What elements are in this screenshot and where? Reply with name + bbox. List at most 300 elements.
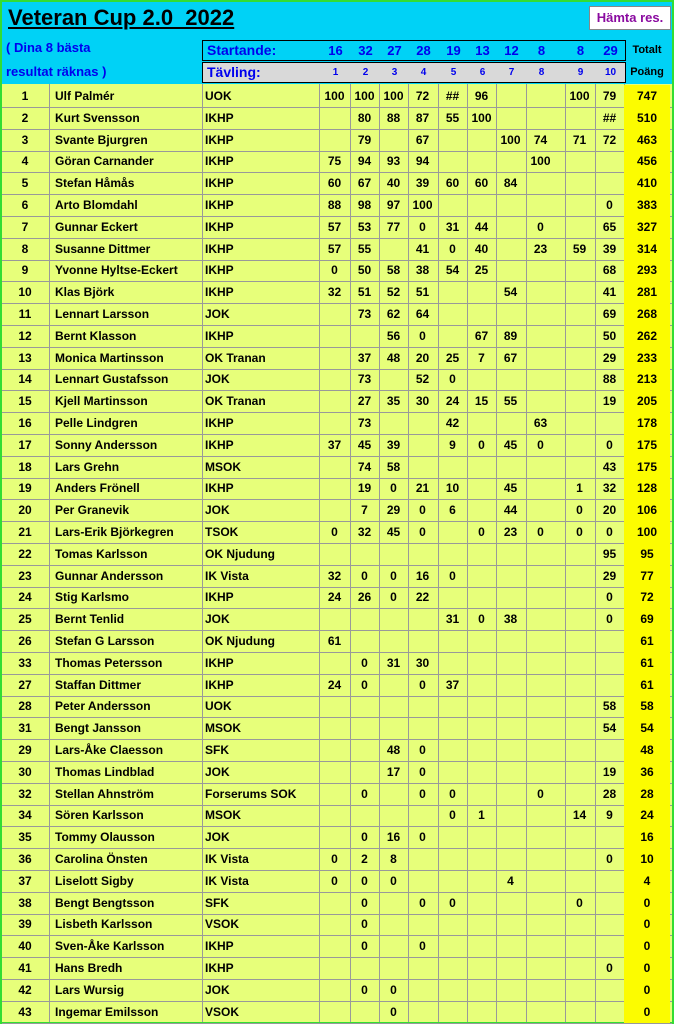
score-cell <box>320 761 349 783</box>
club-cell: MSOK <box>205 459 241 474</box>
club-cell: JOK <box>205 612 230 627</box>
score-cell <box>467 695 496 717</box>
score-cell <box>467 892 496 914</box>
score-cell: 68 <box>602 263 617 278</box>
total-points-cell: 69 <box>624 608 670 630</box>
score-cell: 53 <box>357 219 372 234</box>
runner-name-cell: Liselott Sigby <box>55 873 134 888</box>
startande-count: 29 <box>603 43 618 58</box>
score-cell <box>526 194 555 216</box>
total-points-cell: 175 <box>624 434 670 456</box>
score-cell: 58 <box>386 459 401 474</box>
score-cell: 75 <box>327 154 342 169</box>
table-row <box>2 477 672 500</box>
table-row <box>2 848 672 871</box>
score-cell <box>565 1001 594 1023</box>
score-cell: 38 <box>415 263 430 278</box>
score-cell: 0 <box>606 852 613 866</box>
score-cell <box>438 303 467 325</box>
score-cell <box>496 303 525 325</box>
total-points-cell: 48 <box>624 739 670 761</box>
score-cell: 67 <box>503 350 518 365</box>
score-cell <box>467 303 496 325</box>
startande-count: 12 <box>504 43 519 58</box>
score-cell <box>565 150 594 172</box>
score-cell <box>320 695 349 717</box>
score-cell <box>496 804 525 826</box>
table-row <box>2 216 672 239</box>
club-cell: IKHP <box>205 132 234 147</box>
score-cell: 98 <box>357 198 372 212</box>
score-cell <box>379 238 408 260</box>
score-cell: 88 <box>327 198 342 212</box>
total-points-cell: 28 <box>624 783 670 805</box>
rank-cell: 1 <box>21 89 29 103</box>
score-cell <box>496 957 525 979</box>
total-points-cell: 77 <box>624 565 670 587</box>
club-cell: JOK <box>205 503 230 518</box>
score-cell <box>467 586 496 608</box>
score-cell: 0 <box>361 917 368 932</box>
table-row <box>2 368 672 391</box>
total-points-cell: 327 <box>624 216 670 238</box>
runner-name-cell: Lars-Åke Claesson <box>55 743 164 757</box>
table-row <box>2 347 672 370</box>
score-cell: 20 <box>602 503 617 518</box>
score-cell <box>565 739 594 761</box>
startande-count: 32 <box>358 43 373 58</box>
tavling-number: 3 <box>391 67 398 78</box>
score-cell <box>438 739 467 761</box>
score-cell: 64 <box>415 307 430 321</box>
score-cell <box>595 1001 624 1023</box>
score-cell <box>467 674 496 696</box>
score-cell: 1 <box>576 481 583 496</box>
runner-name-cell: Kurt Svensson <box>55 110 140 125</box>
table-row <box>2 630 672 653</box>
score-cell <box>379 608 408 630</box>
total-points-cell: 4 <box>624 870 670 892</box>
table-row <box>2 783 672 806</box>
best-results-note-line1: ( Dina 8 bästa <box>6 40 91 55</box>
total-points-cell: 410 <box>624 172 670 194</box>
table-row <box>2 434 672 457</box>
score-cell: 0 <box>449 568 456 583</box>
score-cell <box>496 717 525 739</box>
runner-name-cell: Lennart Larsson <box>55 307 150 321</box>
score-cell <box>565 368 594 390</box>
score-cell: 23 <box>533 241 548 256</box>
club-cell: IK Vista <box>205 852 249 866</box>
runner-name-cell: Gunnar Andersson <box>55 568 164 583</box>
score-cell <box>379 717 408 739</box>
score-cell <box>350 761 379 783</box>
runner-name-cell: Anders Frönell <box>55 481 140 496</box>
score-cell <box>565 172 594 194</box>
score-cell <box>496 913 525 935</box>
rank-cell: 22 <box>18 546 32 561</box>
score-cell: 58 <box>386 263 401 278</box>
score-cell <box>526 456 555 478</box>
total-points-cell: 205 <box>624 390 670 412</box>
score-cell <box>496 761 525 783</box>
score-cell: 100 <box>324 89 345 103</box>
rank-cell: 33 <box>18 655 32 670</box>
rank-cell: 5 <box>21 176 29 191</box>
best-results-note-line2: resultat räknas ) <box>6 64 107 79</box>
score-cell <box>320 412 349 434</box>
score-cell <box>526 281 555 303</box>
score-cell <box>320 717 349 739</box>
rank-cell: 23 <box>18 568 32 583</box>
score-cell <box>408 695 437 717</box>
club-cell: IK Vista <box>205 873 249 888</box>
score-cell <box>467 477 496 499</box>
runner-name-cell: Arto Blomdahl <box>55 198 138 212</box>
total-points-cell: 213 <box>624 368 670 390</box>
score-cell: 41 <box>602 285 617 300</box>
table-row <box>2 935 672 958</box>
rank-cell: 21 <box>18 525 32 539</box>
score-cell: 0 <box>576 525 583 539</box>
score-cell <box>408 957 437 979</box>
score-cell: 40 <box>474 241 489 256</box>
rank-cell: 24 <box>18 590 32 605</box>
total-points-cell: 0 <box>624 892 670 914</box>
runner-name-cell: Sven-Åke Karlsson <box>55 939 165 954</box>
table-row <box>2 586 672 609</box>
runner-name-cell: Susanne Dittmer <box>55 241 151 256</box>
score-cell <box>320 608 349 630</box>
runner-name-cell: Ulf Palmér <box>55 89 115 103</box>
score-cell <box>565 913 594 935</box>
score-cell: 48 <box>386 743 401 757</box>
score-cell <box>565 347 594 369</box>
score-cell <box>526 652 555 674</box>
score-cell: 29 <box>386 503 401 518</box>
club-cell: IKHP <box>205 176 234 191</box>
score-cell: 32 <box>327 568 342 583</box>
runner-name-cell: Pelle Lindgren <box>55 416 138 430</box>
table-row <box>2 565 672 588</box>
rank-cell: 28 <box>18 699 32 714</box>
score-cell <box>595 913 624 935</box>
score-cell <box>438 761 467 783</box>
score-cell <box>408 630 437 652</box>
score-cell: 0 <box>419 764 426 779</box>
table-row <box>2 129 672 152</box>
score-cell <box>526 739 555 761</box>
total-points-cell: 16 <box>624 826 670 848</box>
runner-name-cell: Lennart Gustafsson <box>55 372 169 387</box>
score-cell: 100 <box>569 89 590 103</box>
score-cell <box>565 543 594 565</box>
score-cell: 60 <box>445 176 460 191</box>
runner-name-cell: Staffan Dittmer <box>55 677 142 692</box>
total-points-cell: 128 <box>624 477 670 499</box>
score-cell <box>565 216 594 238</box>
tavling-row <box>202 62 626 83</box>
score-cell: 0 <box>361 655 368 670</box>
score-cell: 94 <box>415 154 430 169</box>
score-cell <box>379 892 408 914</box>
score-cell <box>496 783 525 805</box>
score-cell: 55 <box>357 241 372 256</box>
score-cell <box>526 848 555 870</box>
score-cell <box>467 565 496 587</box>
runner-name-cell: Stellan Ahnström <box>55 786 154 801</box>
club-cell: IKHP <box>205 110 234 125</box>
club-cell: IKHP <box>205 416 234 430</box>
score-cell: 0 <box>361 873 368 888</box>
score-cell <box>408 412 437 434</box>
score-cell <box>526 107 555 129</box>
rank-cell: 29 <box>18 743 32 757</box>
club-cell: VSOK <box>205 917 240 932</box>
score-cell: 45 <box>357 437 372 452</box>
total-points-cell: 175 <box>624 456 670 478</box>
score-cell <box>379 783 408 805</box>
score-cell <box>526 957 555 979</box>
score-cell <box>379 368 408 390</box>
score-cell <box>565 259 594 281</box>
rank-cell: 7 <box>21 219 29 234</box>
startande-count: 28 <box>416 43 431 58</box>
table-row <box>2 892 672 915</box>
runner-name-cell: Hans Bredh <box>55 961 123 975</box>
score-cell <box>408 848 437 870</box>
score-cell: 97 <box>386 198 401 212</box>
score-cell: 72 <box>415 89 430 103</box>
club-cell: JOK <box>205 830 230 845</box>
score-cell <box>320 347 349 369</box>
table-row <box>2 107 672 130</box>
score-cell: 31 <box>445 612 460 627</box>
score-cell <box>467 979 496 1001</box>
club-cell: OK Tranan <box>205 350 266 365</box>
rank-cell: 36 <box>18 852 32 866</box>
score-cell: 2 <box>361 852 368 866</box>
table-row <box>2 456 672 479</box>
score-cell: 52 <box>386 285 401 300</box>
table-row <box>2 695 672 718</box>
score-cell: 44 <box>474 219 489 234</box>
score-cell: 30 <box>415 394 430 409</box>
score-cell: ## <box>445 89 460 103</box>
fetch-results-button[interactable]: Hämta res. <box>589 6 671 30</box>
table-row <box>2 412 672 435</box>
total-points-cell: 95 <box>624 543 670 565</box>
score-cell <box>496 368 525 390</box>
total-points-cell: 383 <box>624 194 670 216</box>
score-cell <box>565 281 594 303</box>
startande-label: Startande: <box>207 42 277 58</box>
total-points-cell: 61 <box>624 630 670 652</box>
score-cell <box>379 543 408 565</box>
runner-name-cell: Klas Björk <box>55 285 115 300</box>
runner-name-cell: Lars-Erik Björkegren <box>55 525 174 539</box>
score-cell: 6 <box>449 503 456 518</box>
table-row <box>2 957 672 980</box>
score-cell <box>467 129 496 151</box>
score-cell: 63 <box>533 416 548 430</box>
score-cell: 51 <box>357 285 372 300</box>
club-cell: IK Vista <box>205 568 249 583</box>
score-cell <box>467 499 496 521</box>
score-cell: 52 <box>415 372 430 387</box>
score-cell <box>496 630 525 652</box>
score-cell <box>526 85 555 107</box>
score-cell <box>379 913 408 935</box>
score-cell <box>565 717 594 739</box>
score-cell <box>565 586 594 608</box>
score-cell: 96 <box>474 89 489 103</box>
score-cell: 23 <box>503 525 518 539</box>
score-cell <box>526 390 555 412</box>
score-cell <box>595 826 624 848</box>
score-cell <box>526 870 555 892</box>
startande-count: 8 <box>537 43 546 58</box>
score-cell: 58 <box>602 699 617 714</box>
score-cell: 95 <box>602 546 617 561</box>
table-row <box>2 150 672 173</box>
score-cell <box>467 281 496 303</box>
runner-name-cell: Lars Wursig <box>55 982 125 997</box>
startande-row <box>202 40 626 61</box>
score-cell: 60 <box>474 176 489 191</box>
score-cell <box>496 194 525 216</box>
score-cell <box>320 129 349 151</box>
score-cell <box>408 804 437 826</box>
score-cell: 0 <box>478 525 485 539</box>
score-cell <box>438 870 467 892</box>
score-cell <box>438 630 467 652</box>
club-cell: JOK <box>205 982 230 997</box>
score-cell: 0 <box>361 982 368 997</box>
score-cell: 67 <box>474 328 489 343</box>
score-cell: 37 <box>327 437 342 452</box>
total-points-cell: 61 <box>624 674 670 696</box>
score-cell <box>467 652 496 674</box>
score-cell: 10 <box>445 481 460 496</box>
score-cell: 0 <box>606 612 613 627</box>
score-cell: 93 <box>386 154 401 169</box>
score-cell <box>565 456 594 478</box>
rank-cell: 6 <box>21 198 29 212</box>
score-cell: 0 <box>537 437 544 452</box>
score-cell <box>526 499 555 521</box>
score-cell: 16 <box>386 830 401 845</box>
runner-name-cell: Lisbeth Karlsson <box>55 917 153 932</box>
score-cell: 87 <box>415 110 430 125</box>
rank-cell: 20 <box>18 503 32 518</box>
score-cell <box>595 630 624 652</box>
score-cell: 0 <box>390 873 397 888</box>
score-cell: 0 <box>361 786 368 801</box>
score-cell <box>320 979 349 1001</box>
score-cell: 0 <box>449 241 456 256</box>
score-cell <box>496 238 525 260</box>
total-points-cell: 233 <box>624 347 670 369</box>
score-cell <box>350 1001 379 1023</box>
score-cell: 0 <box>390 982 397 997</box>
runner-name-cell: Stig Karlsmo <box>55 590 130 605</box>
rank-cell: 2 <box>21 110 29 125</box>
score-cell: 73 <box>357 416 372 430</box>
score-cell: 24 <box>327 677 342 692</box>
score-cell: 88 <box>602 372 617 387</box>
score-cell: 73 <box>357 307 372 321</box>
score-cell: ## <box>602 110 617 125</box>
table-row <box>2 804 672 827</box>
club-cell: OK Njudung <box>205 634 275 648</box>
total-points-cell: 281 <box>624 281 670 303</box>
score-cell <box>438 695 467 717</box>
score-cell <box>526 826 555 848</box>
score-cell <box>320 107 349 129</box>
score-cell <box>408 434 437 456</box>
club-cell: IKHP <box>205 198 234 212</box>
runner-name-cell: Bengt Jansson <box>55 721 142 736</box>
rank-cell: 37 <box>18 873 32 888</box>
score-cell <box>526 717 555 739</box>
score-cell: 4 <box>507 873 514 888</box>
score-cell: 79 <box>357 132 372 147</box>
score-cell <box>467 150 496 172</box>
table-row <box>2 390 672 413</box>
score-cell <box>526 259 555 281</box>
score-cell <box>438 717 467 739</box>
score-cell: 72 <box>602 132 617 147</box>
score-cell: 0 <box>606 437 613 452</box>
score-cell <box>565 194 594 216</box>
rank-cell: 42 <box>18 982 32 997</box>
score-cell <box>496 935 525 957</box>
score-cell: 28 <box>602 786 617 801</box>
score-cell: 77 <box>386 219 401 234</box>
score-cell: 0 <box>606 590 613 605</box>
rank-cell: 19 <box>18 481 32 496</box>
score-cell <box>467 412 496 434</box>
total-points-cell: 0 <box>624 1001 670 1023</box>
runner-name-cell: Per Granevik <box>55 503 130 518</box>
score-cell: 42 <box>445 416 460 430</box>
rank-cell: 11 <box>18 307 32 321</box>
startande-count: 16 <box>328 43 343 58</box>
score-cell <box>467 935 496 957</box>
score-cell: 0 <box>419 830 426 845</box>
runner-name-cell: Gunnar Eckert <box>55 219 138 234</box>
club-cell: JOK <box>205 372 230 387</box>
runner-name-cell: Tommy Olausson <box>55 830 155 845</box>
score-cell <box>595 979 624 1001</box>
table-row <box>2 761 672 784</box>
score-cell: 0 <box>390 1004 397 1019</box>
score-cell: 0 <box>606 525 613 539</box>
score-cell: 0 <box>449 895 456 910</box>
score-cell: 45 <box>503 481 518 496</box>
score-cell <box>350 325 379 347</box>
score-cell <box>595 935 624 957</box>
score-cell: 31 <box>386 655 401 670</box>
score-cell <box>496 739 525 761</box>
score-cell <box>379 957 408 979</box>
score-cell <box>467 761 496 783</box>
table-row <box>2 85 672 108</box>
score-cell <box>408 543 437 565</box>
club-cell: MSOK <box>205 808 241 823</box>
score-cell: 80 <box>357 110 372 125</box>
